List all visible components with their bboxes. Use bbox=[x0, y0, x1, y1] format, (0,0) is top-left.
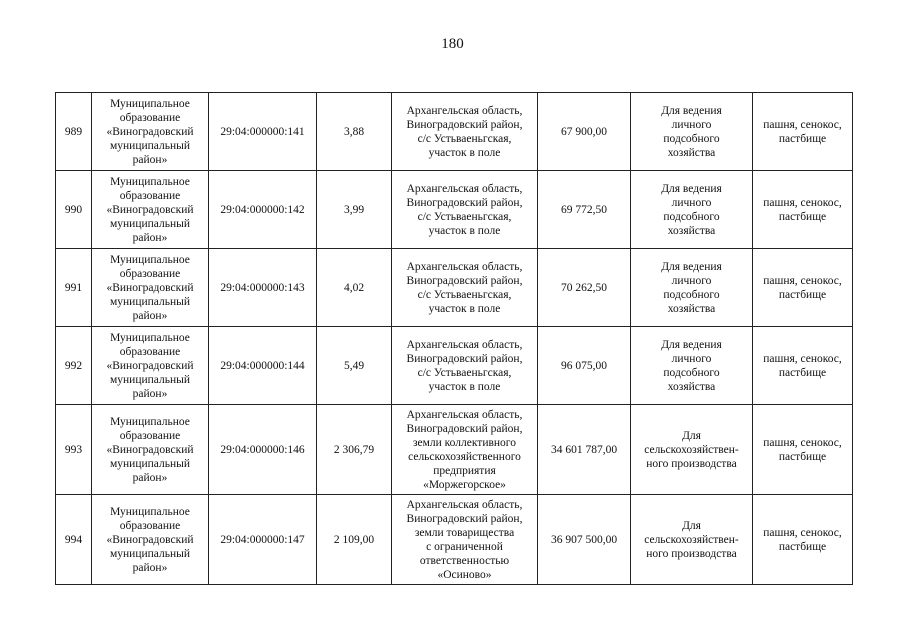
permitted-use-cell bbox=[631, 495, 753, 585]
area-text: 3,99 bbox=[343, 203, 365, 216]
cadastral-value-cell bbox=[538, 93, 631, 171]
owner-line: район» bbox=[132, 387, 168, 400]
owner-cell bbox=[92, 93, 209, 171]
row-number-text: 990 bbox=[64, 203, 83, 216]
owner-line: муниципальный bbox=[109, 295, 191, 308]
area-cell bbox=[317, 249, 392, 327]
permitted-use-line: Для ведения bbox=[661, 182, 722, 195]
permitted-use-line: подсобного bbox=[663, 288, 720, 301]
cadastral-number-text: 29:04:000000:144 bbox=[220, 359, 305, 372]
row-number-cell bbox=[56, 405, 92, 495]
owner-line: Муниципальное bbox=[110, 97, 190, 110]
permitted-use-line: хозяйства bbox=[667, 224, 716, 237]
location-line: Виноградовский район, bbox=[406, 274, 523, 287]
owner-line: муниципальный bbox=[109, 217, 191, 230]
cadastral-number-text: 29:04:000000:146 bbox=[220, 443, 305, 456]
location-line: с/с Устьваеньгская, bbox=[417, 288, 512, 301]
permitted-use-line: сельскохозяйствен- bbox=[644, 533, 739, 546]
permitted-use-line: хозяйства bbox=[667, 380, 716, 393]
location-line: Архангельская область, bbox=[406, 408, 523, 421]
permitted-use-line: Для ведения bbox=[661, 260, 722, 273]
area-text: 2 306,79 bbox=[333, 443, 375, 456]
land-type-cell bbox=[753, 327, 853, 405]
owner-line: «Виноградовский bbox=[106, 281, 194, 294]
row-number-text: 993 bbox=[64, 443, 83, 456]
location-line: ответственностью bbox=[419, 554, 510, 567]
owner-line: образование bbox=[119, 111, 181, 124]
table-body bbox=[56, 93, 853, 585]
owner-line: район» bbox=[132, 153, 168, 166]
table-row bbox=[56, 495, 853, 585]
permitted-use-line: сельскохозяйствен- bbox=[644, 443, 739, 456]
area-cell bbox=[317, 405, 392, 495]
cadastral-number-cell bbox=[209, 327, 317, 405]
permitted-use-line: Для ведения bbox=[661, 104, 722, 117]
location-line: земли коллективного bbox=[412, 436, 516, 449]
row-number-cell bbox=[56, 93, 92, 171]
owner-line: район» bbox=[132, 471, 168, 484]
permitted-use-cell bbox=[631, 327, 753, 405]
cadastral-value-cell bbox=[538, 171, 631, 249]
table-row bbox=[56, 327, 853, 405]
area-cell bbox=[317, 93, 392, 171]
land-type-cell bbox=[753, 93, 853, 171]
owner-cell bbox=[92, 405, 209, 495]
owner-line: Муниципальное bbox=[110, 415, 190, 428]
row-number-text: 994 bbox=[64, 533, 83, 546]
cadastral-value-text: 96 075,00 bbox=[561, 359, 607, 372]
owner-line: образование bbox=[119, 429, 181, 442]
row-number-cell bbox=[56, 327, 92, 405]
location-line: Виноградовский район, bbox=[406, 422, 523, 435]
cadastral-number-cell bbox=[209, 171, 317, 249]
cadastral-value-cell bbox=[538, 495, 631, 585]
location-line: «Осиново» bbox=[437, 568, 492, 581]
location-line: «Моржегорское» bbox=[423, 478, 506, 491]
land-type-cell bbox=[753, 249, 853, 327]
cadastral-value-text: 36 907 500,00 bbox=[550, 533, 618, 546]
table-row bbox=[56, 405, 853, 495]
permitted-use-line: ного производства bbox=[646, 457, 737, 470]
permitted-use-cell bbox=[631, 93, 753, 171]
location-cell bbox=[392, 327, 538, 405]
area-cell bbox=[317, 171, 392, 249]
location-line: с ограниченной bbox=[426, 540, 503, 553]
owner-line: «Виноградовский bbox=[106, 359, 194, 372]
owner-line: район» bbox=[132, 231, 168, 244]
owner-line: муниципальный bbox=[109, 373, 191, 386]
cadastral-value-cell bbox=[538, 405, 631, 495]
permitted-use-line: Для bbox=[682, 519, 701, 532]
land-registry-table bbox=[55, 92, 853, 585]
land-type-line: пашня, сенокос, bbox=[763, 196, 842, 209]
owner-cell bbox=[92, 171, 209, 249]
area-text: 3,88 bbox=[343, 125, 365, 138]
location-line: участок в поле bbox=[428, 224, 501, 237]
location-line: сельскохозяйственного bbox=[408, 450, 521, 463]
area-text: 4,02 bbox=[343, 281, 365, 294]
owner-line: Муниципальное bbox=[110, 253, 190, 266]
location-cell bbox=[392, 93, 538, 171]
land-type-line: пастбище bbox=[778, 288, 827, 301]
cadastral-number-text: 29:04:000000:141 bbox=[220, 125, 305, 138]
location-line: Архангельская область, bbox=[406, 104, 523, 117]
land-type-line: пашня, сенокос, bbox=[763, 118, 842, 131]
owner-line: образование bbox=[119, 189, 181, 202]
cadastral-number-text: 29:04:000000:142 bbox=[220, 203, 305, 216]
location-line: с/с Устьваеньгская, bbox=[417, 132, 512, 145]
owner-line: муниципальный bbox=[109, 547, 191, 560]
land-type-cell bbox=[753, 495, 853, 585]
permitted-use-line: Для ведения bbox=[661, 338, 722, 351]
location-line: участок в поле bbox=[428, 302, 501, 315]
owner-line: «Виноградовский bbox=[106, 203, 194, 216]
cadastral-number-cell bbox=[209, 249, 317, 327]
permitted-use-line: ного производства bbox=[646, 547, 737, 560]
land-type-line: пастбище bbox=[778, 450, 827, 463]
location-line: Виноградовский район, bbox=[406, 118, 523, 131]
location-line: Архангельская область, bbox=[406, 498, 523, 511]
permitted-use-line: подсобного bbox=[663, 210, 720, 223]
area-cell bbox=[317, 327, 392, 405]
land-type-cell bbox=[753, 171, 853, 249]
owner-cell bbox=[92, 327, 209, 405]
permitted-use-line: хозяйства bbox=[667, 302, 716, 315]
table-row bbox=[56, 171, 853, 249]
permitted-use-cell bbox=[631, 249, 753, 327]
permitted-use-line: личного bbox=[671, 196, 712, 209]
cadastral-value-cell bbox=[538, 249, 631, 327]
cadastral-value-text: 67 900,00 bbox=[561, 125, 607, 138]
area-cell bbox=[317, 495, 392, 585]
owner-line: Муниципальное bbox=[110, 175, 190, 188]
land-type-line: пастбище bbox=[778, 132, 827, 145]
permitted-use-cell bbox=[631, 405, 753, 495]
permitted-use-line: подсобного bbox=[663, 366, 720, 379]
owner-cell bbox=[92, 249, 209, 327]
cadastral-number-cell bbox=[209, 405, 317, 495]
area-text: 2 109,00 bbox=[333, 533, 375, 546]
owner-line: муниципальный bbox=[109, 139, 191, 152]
owner-line: район» bbox=[132, 561, 168, 574]
location-line: Виноградовский район, bbox=[406, 352, 523, 365]
area-text: 5,49 bbox=[343, 359, 365, 372]
row-number-cell bbox=[56, 171, 92, 249]
land-type-line: пашня, сенокос, bbox=[763, 274, 842, 287]
row-number-text: 991 bbox=[64, 281, 83, 294]
cadastral-number-cell bbox=[209, 93, 317, 171]
location-line: предприятия bbox=[433, 464, 496, 477]
page-number: 180 bbox=[441, 36, 464, 52]
cadastral-value-text: 34 601 787,00 bbox=[550, 443, 618, 456]
row-number-cell bbox=[56, 249, 92, 327]
land-type-line: пастбище bbox=[778, 366, 827, 379]
owner-line: Муниципальное bbox=[110, 331, 190, 344]
owner-line: «Виноградовский bbox=[106, 443, 194, 456]
location-line: с/с Устьваеньгская, bbox=[417, 210, 512, 223]
cadastral-value-text: 70 262,50 bbox=[561, 281, 607, 294]
land-type-line: пашня, сенокос, bbox=[763, 436, 842, 449]
row-number-cell bbox=[56, 495, 92, 585]
owner-line: образование bbox=[119, 267, 181, 280]
location-line: Виноградовский район, bbox=[406, 196, 523, 209]
location-cell bbox=[392, 249, 538, 327]
location-line: с/с Устьваеньгская, bbox=[417, 366, 512, 379]
owner-cell bbox=[92, 495, 209, 585]
row-number-text: 992 bbox=[64, 359, 83, 372]
land-type-cell bbox=[753, 405, 853, 495]
land-type-line: пашня, сенокос, bbox=[763, 352, 842, 365]
location-cell bbox=[392, 171, 538, 249]
location-line: земли товарищества bbox=[414, 526, 515, 539]
owner-line: образование bbox=[119, 519, 181, 532]
permitted-use-line: подсобного bbox=[663, 132, 720, 145]
cadastral-number-text: 29:04:000000:143 bbox=[220, 281, 305, 294]
owner-line: «Виноградовский bbox=[106, 125, 194, 138]
permitted-use-cell bbox=[631, 171, 753, 249]
cadastral-value-cell bbox=[538, 327, 631, 405]
location-line: участок в поле bbox=[428, 380, 501, 393]
owner-line: «Виноградовский bbox=[106, 533, 194, 546]
owner-line: район» bbox=[132, 309, 168, 322]
permitted-use-line: личного bbox=[671, 274, 712, 287]
cadastral-number-cell bbox=[209, 495, 317, 585]
owner-line: Муниципальное bbox=[110, 505, 190, 518]
permitted-use-line: Для bbox=[682, 429, 701, 442]
location-line: Архангельская область, bbox=[406, 260, 523, 273]
location-cell bbox=[392, 495, 538, 585]
row-number-text: 989 bbox=[64, 125, 83, 138]
location-line: Виноградовский район, bbox=[406, 512, 523, 525]
location-cell bbox=[392, 405, 538, 495]
location-line: Архангельская область, bbox=[406, 182, 523, 195]
location-line: участок в поле bbox=[428, 146, 501, 159]
land-type-line: пастбище bbox=[778, 210, 827, 223]
land-type-line: пастбище bbox=[778, 540, 827, 553]
owner-line: муниципальный bbox=[109, 457, 191, 470]
location-line: Архангельская область, bbox=[406, 338, 523, 351]
permitted-use-line: личного bbox=[671, 118, 712, 131]
cadastral-value-text: 69 772,50 bbox=[561, 203, 607, 216]
permitted-use-line: личного bbox=[671, 352, 712, 365]
permitted-use-line: хозяйства bbox=[667, 146, 716, 159]
table-row bbox=[56, 93, 853, 171]
owner-line: образование bbox=[119, 345, 181, 358]
land-type-line: пашня, сенокос, bbox=[763, 526, 842, 539]
cadastral-number-text: 29:04:000000:147 bbox=[220, 533, 305, 546]
table-row bbox=[56, 249, 853, 327]
